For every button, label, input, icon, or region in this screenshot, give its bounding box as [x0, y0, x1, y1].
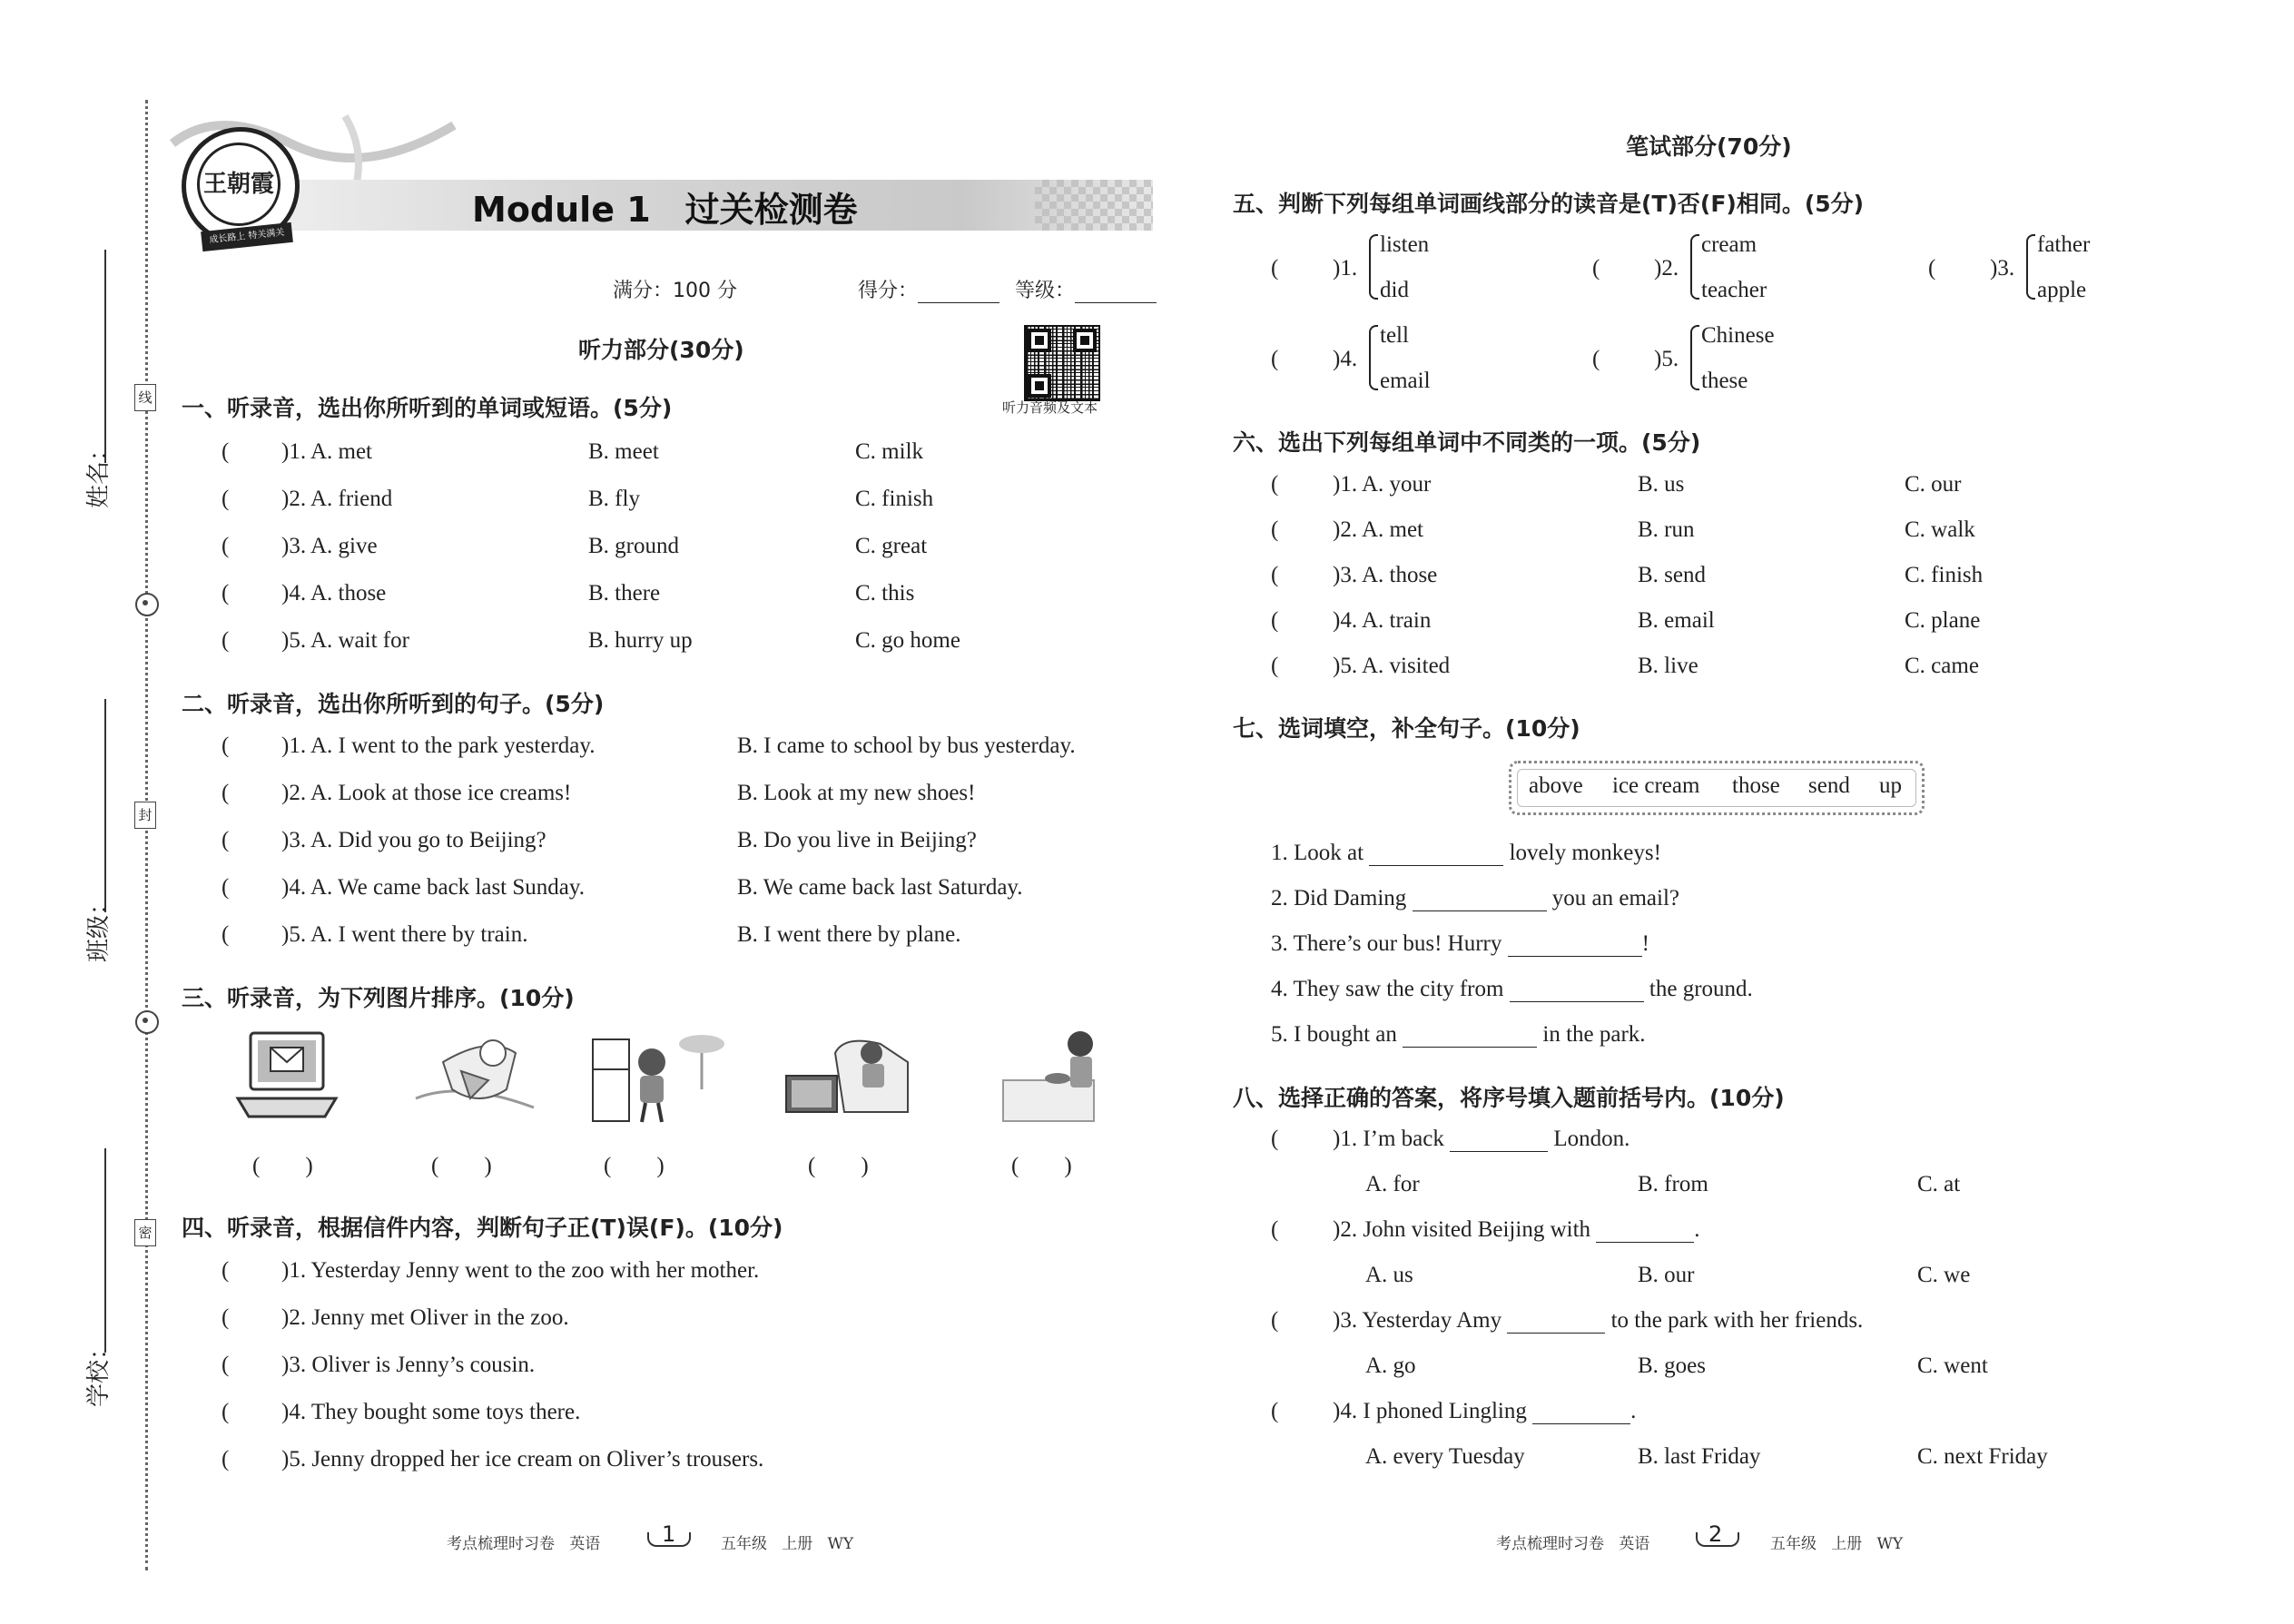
sec1-q4-a: )4. A. those [281, 581, 387, 605]
sec2-q1-answer[interactable]: ( [222, 733, 230, 758]
class-label: 班级： [85, 891, 113, 962]
sec5-q3-answer[interactable]: ( [1928, 256, 1936, 281]
sec1-q3-answer[interactable]: ( [222, 534, 230, 558]
seal-mark-seal: 封 [134, 802, 156, 829]
sec6-q3-b: B. send [1638, 563, 1706, 587]
sec8-q4-b: B. last Friday [1638, 1444, 1761, 1469]
sec7-s3-blank[interactable] [1508, 936, 1642, 957]
sec8-q4-blank [1532, 1403, 1630, 1424]
sec8-q3-blank [1507, 1313, 1605, 1334]
sec2-q5-b: B. I went there by plane. [737, 922, 961, 947]
class-underline [104, 699, 106, 912]
sec5-q3-word1: father [2037, 232, 2091, 257]
sec1-q1-b: B. meet [588, 439, 659, 464]
sec2-q2-answer[interactable]: ( [222, 781, 230, 805]
picture-girl-tv-icon [781, 1026, 917, 1126]
qr-caption: 听力音频及文本 [1002, 399, 1098, 416]
footer-series: 考点梳理时习卷 [1496, 1535, 1604, 1553]
listening-part-title: 听力部分(30分) [578, 337, 744, 363]
sec8-q4-answer[interactable]: ( [1271, 1399, 1279, 1423]
sec1-q5-b: B. hurry up [588, 628, 693, 653]
sec4-q3: )3. Oliver is Jenny’s cousin. [281, 1353, 536, 1377]
score-field[interactable] [858, 275, 999, 303]
sec6-q1-a: )1. A. your [1333, 472, 1432, 497]
sec8-q3-a: A. go [1365, 1353, 1416, 1378]
sec8-q1: )1. I’m back London. [1333, 1127, 1630, 1151]
sec5-q5-word1: Chinese [1701, 323, 1775, 348]
sec1-q4-b: B. there [588, 581, 661, 605]
sec1-q2-b: B. fly [588, 487, 640, 511]
banner-checker-pattern [1035, 180, 1153, 231]
sec2-title: 二、听录音，选出你所听到的句子。(5分) [182, 691, 605, 717]
seal-mark-secret: 密 [134, 1219, 156, 1246]
sec6-q2-answer[interactable]: ( [1271, 517, 1279, 542]
binding-dotted-line [145, 100, 148, 1570]
grade-label: 等级： [1015, 280, 1076, 302]
footer-right [1496, 1530, 1649, 1553]
sec5-q5-word2: these [1701, 369, 1748, 393]
picture-boy-fridge-icon [584, 1026, 729, 1126]
sec2-q1-a: )1. A. I went to the park yesterday. [281, 733, 596, 758]
sec5-q2-word2: teacher [1701, 278, 1767, 302]
sec6-q5-a: )5. A. visited [1333, 654, 1451, 678]
sec8-q2-blank [1596, 1222, 1694, 1243]
sec5-q2-word1: cream [1701, 232, 1757, 257]
sec4-q2-answer[interactable]: ( [222, 1305, 230, 1330]
footer-right-grade [1770, 1530, 1903, 1553]
sec5-q3-num: )3. [1990, 256, 2015, 281]
sec7-s4-blank[interactable] [1510, 981, 1644, 1002]
sec4-title: 四、听录音，根据信件内容，判断句子正(T)误(F)。(10分) [182, 1215, 783, 1241]
sec3-pic2-answer[interactable]: ( ) [431, 1154, 492, 1178]
sec8-q2: )2. John visited Beijing with . [1333, 1217, 1700, 1242]
word-bank-item: those [1732, 773, 1780, 798]
seal-mark-line: 线 [134, 384, 156, 411]
sec6-q5-b: B. live [1638, 654, 1698, 678]
footer-grade: 五年级 [721, 1535, 767, 1553]
sec6-q1-c: C. our [1905, 472, 1962, 497]
written-part-title: 笔试部分(70分) [1626, 133, 1792, 160]
sec1-q1-answer[interactable]: ( [222, 439, 230, 464]
word-bank-item: up [1879, 773, 1902, 798]
sec1-q5-a: )5. A. wait for [281, 628, 409, 653]
sec7-s5-blank[interactable] [1403, 1027, 1537, 1048]
sec6-q3-answer[interactable]: ( [1271, 563, 1279, 587]
sec8-q2-b: B. our [1638, 1263, 1695, 1287]
sec8-q1-a: A. for [1365, 1172, 1420, 1196]
sec4-q1: )1. Yesterday Jenny went to the zoo with her mother. [281, 1258, 760, 1283]
sec2-q3-a: )3. A. Did you go to Beijing? [281, 828, 546, 852]
sec4-q1-answer[interactable]: ( [222, 1258, 230, 1283]
picture-boy-eating-icon [994, 1026, 1112, 1126]
sec4-q3-answer[interactable]: ( [222, 1353, 230, 1377]
full-score: 满分：100 分 [613, 280, 737, 302]
sec4-q4: )4. They bought some toys there. [281, 1400, 581, 1424]
sec1-q5-answer[interactable]: ( [222, 628, 230, 653]
sec8-q1-b: B. from [1638, 1172, 1708, 1196]
sec2-q2-a: )2. A. Look at those ice creams! [281, 781, 572, 805]
sec6-title: 六、选出下列每组单词中不同类的一项。(5分) [1233, 429, 1701, 456]
sec1-q5-c: C. go home [855, 628, 960, 653]
sec1-q1-a: )1. A. met [281, 439, 372, 464]
footer-subject: 英语 [569, 1535, 601, 1553]
page-number-1: 1 [662, 1521, 676, 1547]
sec1-q2-c: C. finish [855, 487, 934, 511]
sec8-q1-c: C. at [1917, 1172, 1961, 1196]
sec1-title: 一、听录音，选出你所听到的单词或短语。(5分) [182, 395, 673, 421]
sec5-title: 五、判断下列每组单词画线部分的读音是(T)否(F)相同。(5分) [1233, 191, 1865, 217]
sec5-q1-word2: did [1380, 278, 1409, 302]
sec6-q1-b: B. us [1638, 472, 1685, 497]
sec7-s2: 2. Did Daming you an email? [1271, 886, 1680, 910]
sec5-q2-answer[interactable]: ( [1592, 256, 1600, 281]
sec4-q5-answer[interactable]: ( [222, 1447, 230, 1471]
sec8-q1-blank [1450, 1131, 1548, 1152]
sec1-q3-b: B. ground [588, 534, 679, 558]
sec6-q5-c: C. came [1905, 654, 1979, 678]
sec6-q5-answer[interactable]: ( [1271, 654, 1279, 678]
sec7-s2-blank[interactable] [1413, 891, 1547, 911]
sec5-q5-num: )5. [1654, 347, 1679, 371]
sec6-q1-answer[interactable]: ( [1271, 472, 1279, 497]
sec5-q1-brace [1369, 234, 1378, 300]
sec8-q2-a: A. us [1365, 1263, 1413, 1287]
sec3-pic5-answer[interactable]: ( ) [1011, 1154, 1072, 1178]
sec5-q3-brace [2026, 234, 2035, 300]
sec5-q1-word1: listen [1380, 232, 1430, 257]
sec6-q4-a: )4. A. train [1333, 608, 1432, 633]
sec7-s5: 5. I bought an in the park. [1271, 1022, 1646, 1047]
footer-series: 考点梳理时习卷 [447, 1535, 555, 1553]
footer-subject: 英语 [1619, 1535, 1650, 1553]
school-label: 学校： [85, 1335, 113, 1407]
sec8-q2-answer[interactable]: ( [1271, 1217, 1279, 1242]
sec5-q4-word1: tell [1380, 323, 1409, 348]
sec3-pic4-answer[interactable]: ( ) [808, 1154, 869, 1178]
word-bank-item: send [1808, 773, 1850, 798]
footer-edition: WY [1876, 1535, 1904, 1553]
sec8-q3-answer[interactable]: ( [1271, 1308, 1279, 1333]
sec1-q3-a: )3. A. give [281, 534, 378, 558]
sec2-q5-a: )5. A. I went there by train. [281, 922, 528, 947]
score-label: 得分： [858, 280, 919, 302]
sec4-q4-answer[interactable]: ( [222, 1400, 230, 1424]
sec2-q5-answer[interactable]: ( [222, 922, 230, 947]
footer-term: 上册 [1831, 1535, 1863, 1553]
sec1-q4-answer[interactable]: ( [222, 581, 230, 605]
sec5-q4-num: )4. [1333, 347, 1358, 371]
sec2-q2-b: B. Look at my new shoes! [737, 781, 976, 805]
school-underline [104, 1148, 106, 1353]
word-bank-item: ice cream [1612, 773, 1700, 798]
sec4-q5: )5. Jenny dropped her ice cream on Oliver’s trousers. [281, 1447, 764, 1471]
name-label: 姓名： [85, 437, 113, 508]
sec2-q4-b: B. We came back last Saturday. [737, 875, 1023, 900]
sec6-q3-c: C. finish [1905, 563, 1984, 587]
sec1-q2-answer[interactable]: ( [222, 487, 230, 511]
sec8-q4-a: A. every Tuesday [1365, 1444, 1525, 1469]
picture-laptop-icon [234, 1026, 339, 1126]
sec1-q3-c: C. great [855, 534, 928, 558]
sec5-q5-brace [1690, 325, 1699, 390]
sec7-title: 七、选词填空，补全句子。(10分) [1233, 715, 1580, 742]
sec6-q3-a: )3. A. those [1333, 563, 1438, 587]
sec5-q4-brace [1369, 325, 1378, 390]
sec7-s1: 1. Look at lovely monkeys! [1271, 841, 1661, 865]
footer-left-grade [721, 1530, 853, 1553]
footer-edition: WY [827, 1535, 854, 1553]
binding-hole-icon [135, 1010, 159, 1034]
sec2-q3-answer[interactable]: ( [222, 828, 230, 852]
sec2-q3-b: B. Do you live in Beijing? [737, 828, 977, 852]
sec4-q2: )2. Jenny met Oliver in the zoo. [281, 1305, 569, 1330]
sec5-q1-num: )1. [1333, 256, 1358, 281]
picture-ice-cream-drop-icon [407, 1026, 543, 1126]
sec5-q4-word2: email [1380, 369, 1431, 393]
sec3-pic1-answer[interactable]: ( ) [252, 1154, 313, 1178]
word-bank-item: above [1529, 773, 1583, 798]
sec5-q1-answer[interactable]: ( [1271, 256, 1279, 281]
sec5-q2-brace [1690, 234, 1699, 300]
sec5-q2-num: )2. [1654, 256, 1679, 281]
qr-code-icon[interactable] [1024, 325, 1100, 401]
sec5-q4-answer[interactable]: ( [1271, 347, 1279, 371]
sec5-q5-answer[interactable]: ( [1592, 347, 1600, 371]
sec8-title: 八、选择正确的答案，将序号填入题前括号内。(10分) [1233, 1085, 1785, 1111]
sec3-title: 三、听录音，为下列图片排序。(10分) [182, 985, 575, 1011]
sec8-q1-answer[interactable]: ( [1271, 1127, 1279, 1151]
sec2-q4-answer[interactable]: ( [222, 875, 230, 900]
sec7-s1-blank[interactable] [1369, 845, 1503, 866]
sec6-q4-b: B. email [1638, 608, 1715, 633]
sec6-q4-c: C. plane [1905, 608, 1981, 633]
sec6-q2-a: )2. A. met [1333, 517, 1423, 542]
page-number-2: 2 [1708, 1521, 1723, 1547]
sec1-q2-a: )2. A. friend [281, 487, 393, 511]
sec8-q3-b: B. goes [1638, 1353, 1706, 1378]
sec6-q4-answer[interactable]: ( [1271, 608, 1279, 633]
logo-slogan: 成长路上 特关满关 [201, 222, 293, 251]
footer-grade: 五年级 [1770, 1535, 1816, 1553]
sec2-q4-a: )4. A. We came back last Sunday. [281, 875, 586, 900]
sec8-q4-c: C. next Friday [1917, 1444, 2048, 1469]
sec3-pic3-answer[interactable]: ( ) [604, 1154, 665, 1178]
sec1-q1-c: C. milk [855, 439, 924, 464]
footer-term: 上册 [782, 1535, 813, 1553]
sec8-q3: )3. Yesterday Amy to the park with her friends. [1333, 1308, 1864, 1333]
sec8-q4: )4. I phoned Lingling . [1333, 1399, 1637, 1423]
sec6-q2-c: C. walk [1905, 517, 1975, 542]
sec6-q2-b: B. run [1638, 517, 1695, 542]
name-underline [104, 250, 106, 463]
grade-field[interactable] [1015, 275, 1157, 303]
sec2-q1-b: B. I came to school by bus yesterday. [737, 733, 1076, 758]
page-title: Module 1 过关检测卷 [472, 190, 858, 230]
sec8-q2-c: C. we [1917, 1263, 1971, 1287]
logo-brand-text: 王朝霞 [197, 143, 281, 226]
sec5-q3-word2: apple [2037, 278, 2087, 302]
sec7-s4: 4. They saw the city from the ground. [1271, 977, 1753, 1001]
sec1-q4-c: C. this [855, 581, 915, 605]
sec7-s3: 3. There’s our bus! Hurry ! [1271, 931, 1649, 956]
footer-left [447, 1530, 600, 1553]
sec8-q3-c: C. went [1917, 1353, 1988, 1378]
binding-hole-icon [135, 593, 159, 616]
